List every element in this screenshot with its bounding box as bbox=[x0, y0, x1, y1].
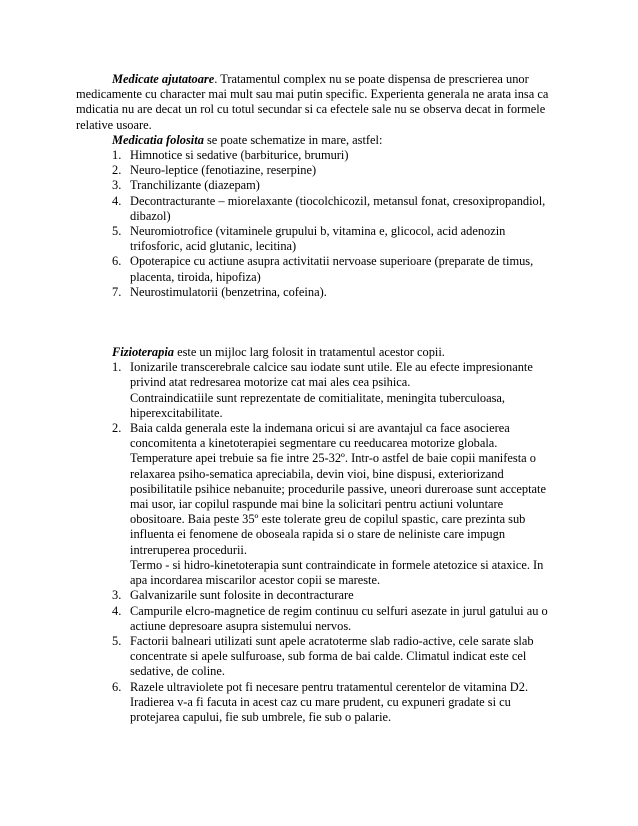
list-number: 4. bbox=[112, 193, 122, 208]
list-item bbox=[76, 178, 556, 193]
list-item-text: Factorii balneari utilizati sunt apele acratoterme slab radio-active, cele sarate slab concentrate si apele sulfuroase, sub forma de bai calde. Climatul indicat este cel sedative, de coline. bbox=[130, 633, 534, 679]
list-number: 5. bbox=[112, 224, 122, 239]
list-item-text: Neurostimulatorii (benzetrina, cofeina). bbox=[130, 284, 327, 299]
list-item bbox=[76, 148, 556, 163]
list-item-text: Campurile elcro-magnetice de regim continuu cu selfuri asezate in jurul gatului au o actiune depresoare asupra sistemului nervos. bbox=[130, 603, 548, 633]
list-item bbox=[76, 163, 556, 178]
list-item bbox=[76, 360, 556, 421]
list-number: 3. bbox=[112, 178, 122, 193]
list-item bbox=[76, 224, 556, 254]
medication-used-paragraph bbox=[76, 133, 556, 148]
list-item-text: Baia calda generala este la indemana oricui si are avantajul ca face asocierea concomitenta a kinetoterapiei segmentare cu reeducarea motorize globala. Temperature apei trebuie sa fie intre 25-32º. Intr-o astfel de baie copii manifesta o relaxarea psiho-sematica apreciabila, devin vioi, bine dispusi, exteriorizand posibilitatile psihice nebanuite; procedurile passive, uneori dureroase sunt acceptate mai usor, iar copilul raspunde mai bine la solicitari pentru actiuni voluntare obositoare. Baia peste 35º este tolerate greu de copilul spastic, care prezinta sub influenta ei fenomene de oboseala rapida si o stare de neliniste care impugn intreruperea procedurii. bbox=[130, 421, 546, 557]
document-page bbox=[76, 72, 556, 725]
list-item bbox=[76, 421, 556, 588]
medication-list bbox=[76, 148, 556, 300]
list-item-text: Neuro-leptice (fenotiazine, reserpine) bbox=[130, 163, 317, 178]
auxiliary-medication-text: . Tratamentul complex nu se poate dispensa de prescrierea unor medicamente cu character mai mult sau mai putin specific. Experienta generala ne arata insa ca mdicatia nu are decat un rol cu totul secundar si ca efectele sale nu se observa decat in formele relative usoare. bbox=[76, 72, 549, 132]
list-item bbox=[76, 285, 556, 300]
list-item bbox=[76, 634, 556, 680]
list-number: 6. bbox=[112, 679, 122, 694]
physiotherapy-list bbox=[76, 360, 556, 725]
physiotherapy-paragraph bbox=[76, 345, 556, 360]
list-item-note: Contraindicatiile sunt reprezentate de comitialitate, meningita tuberculoasa, hiperexcitabilitate. bbox=[130, 390, 506, 420]
list-item bbox=[76, 588, 556, 603]
list-item-text: Opoterapice cu actiune asupra activitatii nervoase superioare (preparate de timus, placenta, tiroida, hipofiza) bbox=[130, 254, 534, 284]
list-number: 6. bbox=[112, 254, 122, 269]
list-number: 2. bbox=[112, 421, 122, 436]
list-item bbox=[76, 194, 556, 224]
auxiliary-medication-paragraph bbox=[76, 72, 556, 133]
list-item bbox=[76, 604, 556, 634]
list-number: 2. bbox=[112, 163, 122, 178]
physiotherapy-text: este un mijloc larg folosit in tratamentul acestor copii. bbox=[173, 345, 445, 360]
list-item-text: Ionizarile transcerebrale calcice sau iodate sunt utile. Ele au efecte impresionante privind atat redresarea motorize cat mai ales cea psihica. bbox=[130, 360, 533, 390]
medication-used-text: se poate schematize in mare, astfel: bbox=[203, 132, 383, 147]
list-item-text: Tranchilizante (diazepam) bbox=[130, 178, 260, 193]
list-item-text: Himnotice si sedative (barbiturice, brumuri) bbox=[130, 148, 349, 163]
list-item-text: Razele ultraviolete pot fi necesare pentru tratamentul cerentelor de vitamina D2. Iradierea v-a fi facuta in acest caz cu mare prudent, cu expuneri gradate si cu protejarea capului, fie sub umbrele, fie sub o palarie. bbox=[130, 679, 529, 724]
list-number: 5. bbox=[112, 633, 122, 648]
list-number: 3. bbox=[112, 588, 122, 603]
medication-used-term: Medicatia folosita bbox=[112, 132, 204, 147]
list-number: 1. bbox=[112, 360, 122, 375]
list-item bbox=[76, 254, 556, 284]
list-item-text: Decontracturante – miorelaxante (tiocolchicozil, metansul fonat, cresoxipropandiol, dibazol) bbox=[130, 193, 546, 223]
section-spacer bbox=[76, 300, 556, 345]
list-number: 4. bbox=[112, 603, 122, 618]
auxiliary-medication-term: Medicate ajutatoare bbox=[112, 72, 215, 86]
list-number: 1. bbox=[112, 148, 122, 163]
list-item bbox=[76, 680, 556, 726]
list-number: 7. bbox=[112, 284, 122, 299]
list-item-text: Neuromiotrofice (vitaminele grupului b, vitamina e, glicocol, acid adenozin trifosforic, acid glutanic, lecitina) bbox=[130, 224, 506, 254]
list-item-text: Galvanizarile sunt folosite in decontracturare bbox=[130, 588, 354, 603]
list-item-note: Termo - si hidro-kinetoterapia sunt contraindicate in formele atetozice si ataxice. In apa incordarea miscarilor acestor copii se mareste. bbox=[130, 557, 544, 588]
physiotherapy-term: Fizioterapia bbox=[112, 345, 174, 360]
